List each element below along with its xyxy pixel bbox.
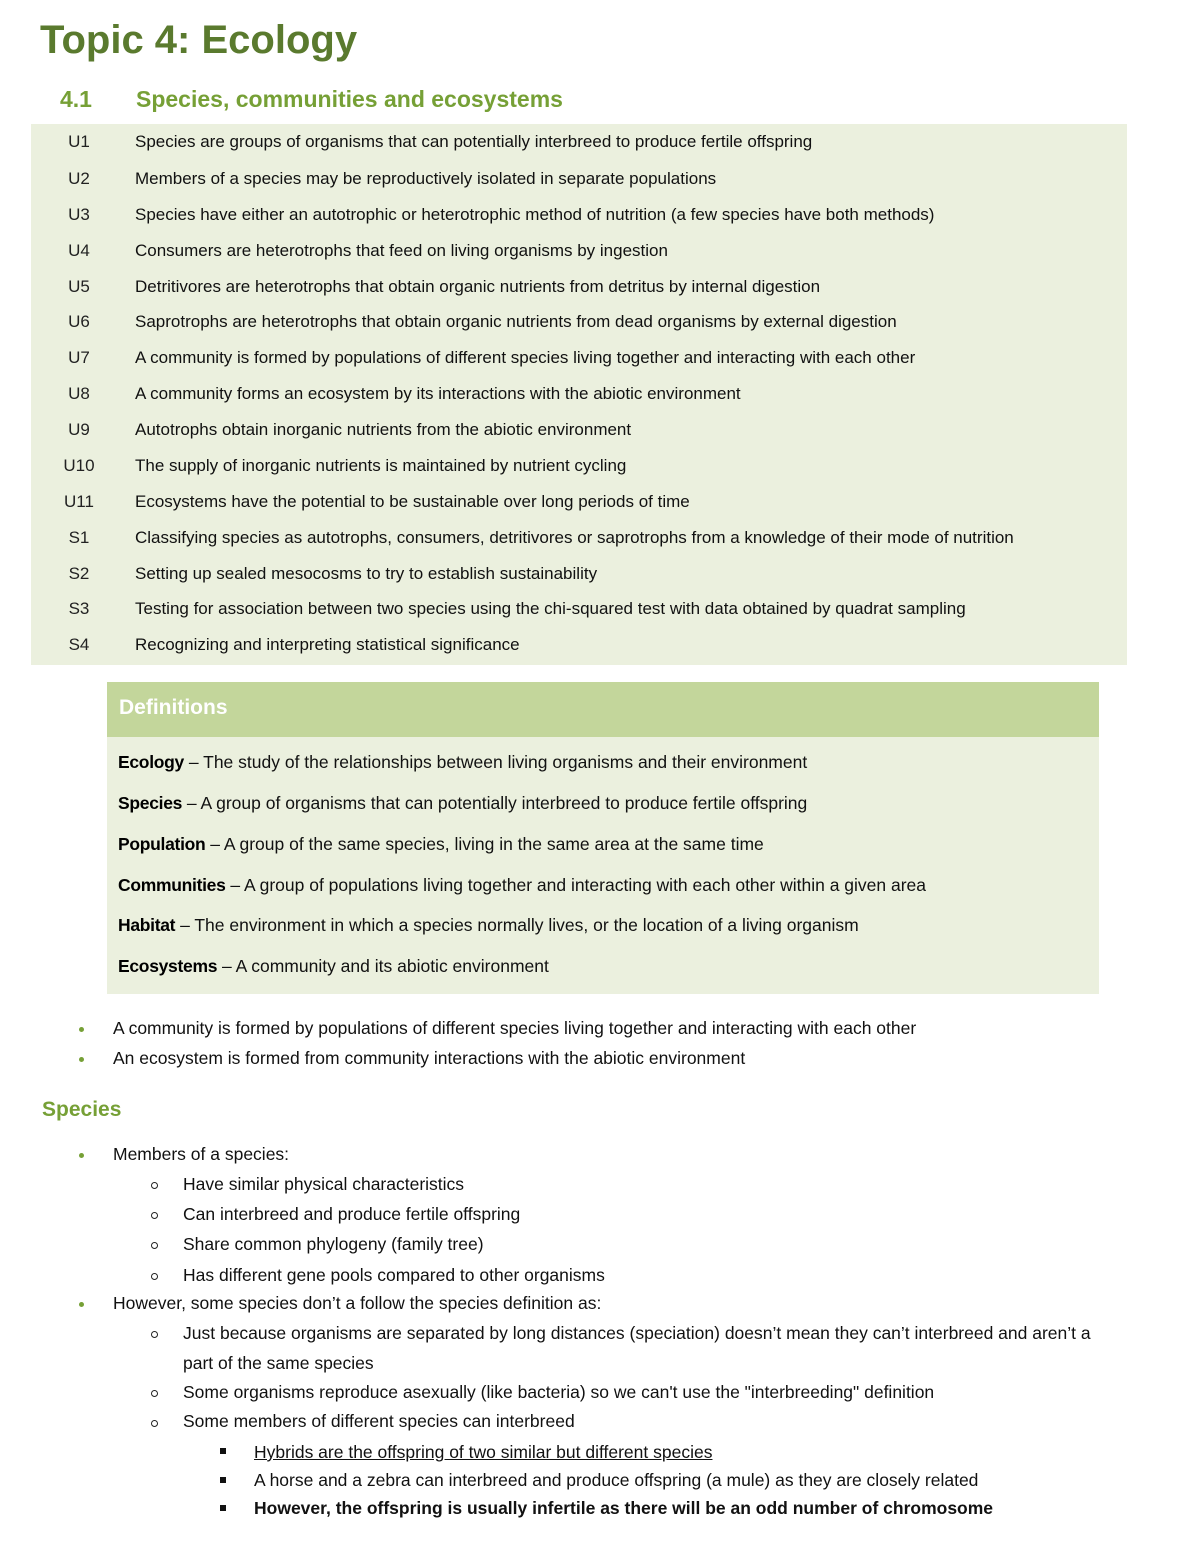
- definition-text: – A group of organisms that can potentially interbreed to produce fertile offspring: [182, 793, 808, 813]
- objective-code: S3: [68, 599, 90, 618]
- list-item: Some members of different species can interbreed: [183, 1411, 575, 1431]
- objective-code: U4: [68, 241, 90, 260]
- definition-text: – A community and its abiotic environment: [217, 956, 549, 976]
- objective-row: [31, 124, 1127, 160]
- definition-text: – A group of populations living together and interacting with each other within a given area: [225, 875, 927, 895]
- definition-text: – A group of the same species, living in the same area at the same time: [205, 834, 764, 854]
- objective-text: Classifying species as autotrophs, consumers, detritivores or saprotrophs from a knowledge of their mode of nutrition: [135, 528, 1014, 547]
- circle-bullet-icon: [151, 1390, 158, 1397]
- definition-ecosystems: [118, 954, 549, 978]
- objective-row: [31, 161, 1127, 197]
- definition-text: – The study of the relationships between living organisms and their environment: [183, 752, 808, 772]
- bullet-icon: [79, 1027, 84, 1032]
- objective-row: [31, 627, 1127, 663]
- objective-row: [31, 556, 1127, 592]
- circle-bullet-icon: [151, 1182, 158, 1189]
- objective-code: U7: [68, 348, 90, 367]
- circle-bullet-icon: [151, 1242, 158, 1249]
- definition-term: Ecosystems: [118, 956, 218, 976]
- circle-bullet-icon: [151, 1331, 158, 1338]
- objectives-table: [31, 124, 1127, 665]
- objective-row: [31, 520, 1127, 556]
- objective-text: A community is formed by populations of different species living together and interacting with each other: [135, 348, 916, 367]
- square-bullet-icon: [220, 1477, 226, 1483]
- definition-species: [118, 791, 807, 815]
- objective-text: Members of a species may be reproductively isolated in separate populations: [135, 169, 717, 188]
- definition-text: – The environment in which a species normally lives, or the location of a living organism: [175, 915, 859, 935]
- list-item: An ecosystem is formed from community interactions with the abiotic environment: [113, 1048, 746, 1068]
- list-item: Have similar physical characteristics: [183, 1174, 465, 1194]
- list-item: A community is formed by populations of different species living together and interacting with each other: [113, 1018, 917, 1038]
- objective-code: S1: [68, 528, 90, 547]
- objective-row: [31, 197, 1127, 233]
- objective-row: [31, 376, 1127, 412]
- square-bullet-icon: [220, 1448, 226, 1454]
- objective-text: Species are groups of organisms that can potentially interbreed to produce fertile offspring: [135, 132, 813, 151]
- list-item: However, some species don’t a follow the species definition as:: [113, 1293, 602, 1313]
- objective-code: U6: [68, 312, 90, 331]
- objective-row: [31, 412, 1127, 448]
- list-item: Some organisms reproduce asexually (like bacteria) so we can't use the "interbreeding" definition: [183, 1382, 935, 1402]
- objective-row: [31, 448, 1127, 484]
- bullet-icon: [79, 1302, 84, 1307]
- definitions-header: [107, 682, 1099, 737]
- list-item: Just because organisms are separated by long distances (speciation) doesn’t mean they can’t interbreed and aren’t a: [183, 1323, 1091, 1343]
- objective-code: S4: [68, 635, 90, 654]
- definitions-heading: Definitions: [119, 696, 228, 719]
- circle-bullet-icon: [151, 1212, 158, 1219]
- circle-bullet-icon: [151, 1273, 158, 1280]
- objective-code: S2: [68, 564, 90, 583]
- list-item: Hybrids are the offspring of two similar but different species: [254, 1442, 713, 1462]
- objective-code: U8: [68, 384, 90, 403]
- definition-ecology: [118, 750, 807, 774]
- objective-code: U2: [68, 169, 90, 188]
- square-bullet-icon: [220, 1505, 226, 1511]
- objective-text: A community forms an ecosystem by its interactions with the abiotic environment: [135, 384, 741, 403]
- objective-text: Setting up sealed mesocosms to try to establish sustainability: [135, 564, 598, 583]
- objective-row: [31, 484, 1127, 520]
- objective-row: [31, 269, 1127, 305]
- objective-text: Testing for association between two species using the chi-squared test with data obtained by quadrat sampling: [135, 599, 966, 618]
- page-title: Topic 4: Ecology: [40, 18, 358, 62]
- list-item: Can interbreed and produce fertile offspring: [183, 1204, 521, 1224]
- definitions-box: [107, 682, 1099, 994]
- definition-habitat: [118, 913, 859, 937]
- objective-text: The supply of inorganic nutrients is maintained by nutrient cycling: [135, 456, 627, 475]
- list-item: Has different gene pools compared to other organisms: [183, 1265, 605, 1285]
- definition-term: Communities: [118, 875, 226, 895]
- list-item: Members of a species:: [113, 1144, 290, 1164]
- objective-text: Detritivores are heterotrophs that obtain organic nutrients from detritus by internal digestion: [135, 277, 821, 296]
- bullet-icon: [79, 1057, 84, 1062]
- section-heading: [60, 86, 563, 113]
- bullet-icon: [79, 1153, 84, 1158]
- objective-text: Ecosystems have the potential to be sustainable over long periods of time: [135, 492, 690, 511]
- list-item: However, the offspring is usually infertile as there will be an odd number of chromosome: [254, 1498, 994, 1518]
- objective-row: [31, 233, 1127, 269]
- definition-population: [118, 832, 764, 856]
- objective-code: U3: [68, 205, 90, 224]
- species-heading: Species: [42, 1098, 122, 1121]
- objective-row: [31, 591, 1127, 627]
- objective-code: U11: [64, 492, 94, 511]
- definition-term: Species: [118, 793, 183, 813]
- objective-text: Species have either an autotrophic or heterotrophic method of nutrition (a few species have both methods): [135, 205, 935, 224]
- objective-text: Autotrophs obtain inorganic nutrients from the abiotic environment: [135, 420, 632, 439]
- list-item: Share common phylogeny (family tree): [183, 1234, 484, 1254]
- objective-code: U1: [68, 132, 90, 151]
- objective-row: [31, 340, 1127, 376]
- section-title: Species, communities and ecosystems: [136, 86, 563, 112]
- section-number: 4.1: [60, 86, 92, 112]
- objective-code: U9: [68, 420, 90, 439]
- list-item-continued: part of the same species: [183, 1353, 374, 1373]
- objective-row: [31, 304, 1127, 340]
- objective-code: U5: [68, 277, 90, 296]
- definition-communities: [118, 873, 926, 897]
- objective-text: Saprotrophs are heterotrophs that obtain organic nutrients from dead organisms by external digestion: [135, 312, 897, 331]
- definition-term: Ecology: [118, 752, 184, 772]
- definition-term: Population: [118, 834, 206, 854]
- objective-text: Recognizing and interpreting statistical significance: [135, 635, 520, 654]
- list-item: A horse and a zebra can interbreed and produce offspring (a mule) as they are closely related: [254, 1470, 979, 1490]
- objective-code: U10: [63, 456, 95, 475]
- objective-text: Consumers are heterotrophs that feed on living organisms by ingestion: [135, 241, 668, 260]
- circle-bullet-icon: [151, 1420, 158, 1427]
- definition-term: Habitat: [118, 915, 176, 935]
